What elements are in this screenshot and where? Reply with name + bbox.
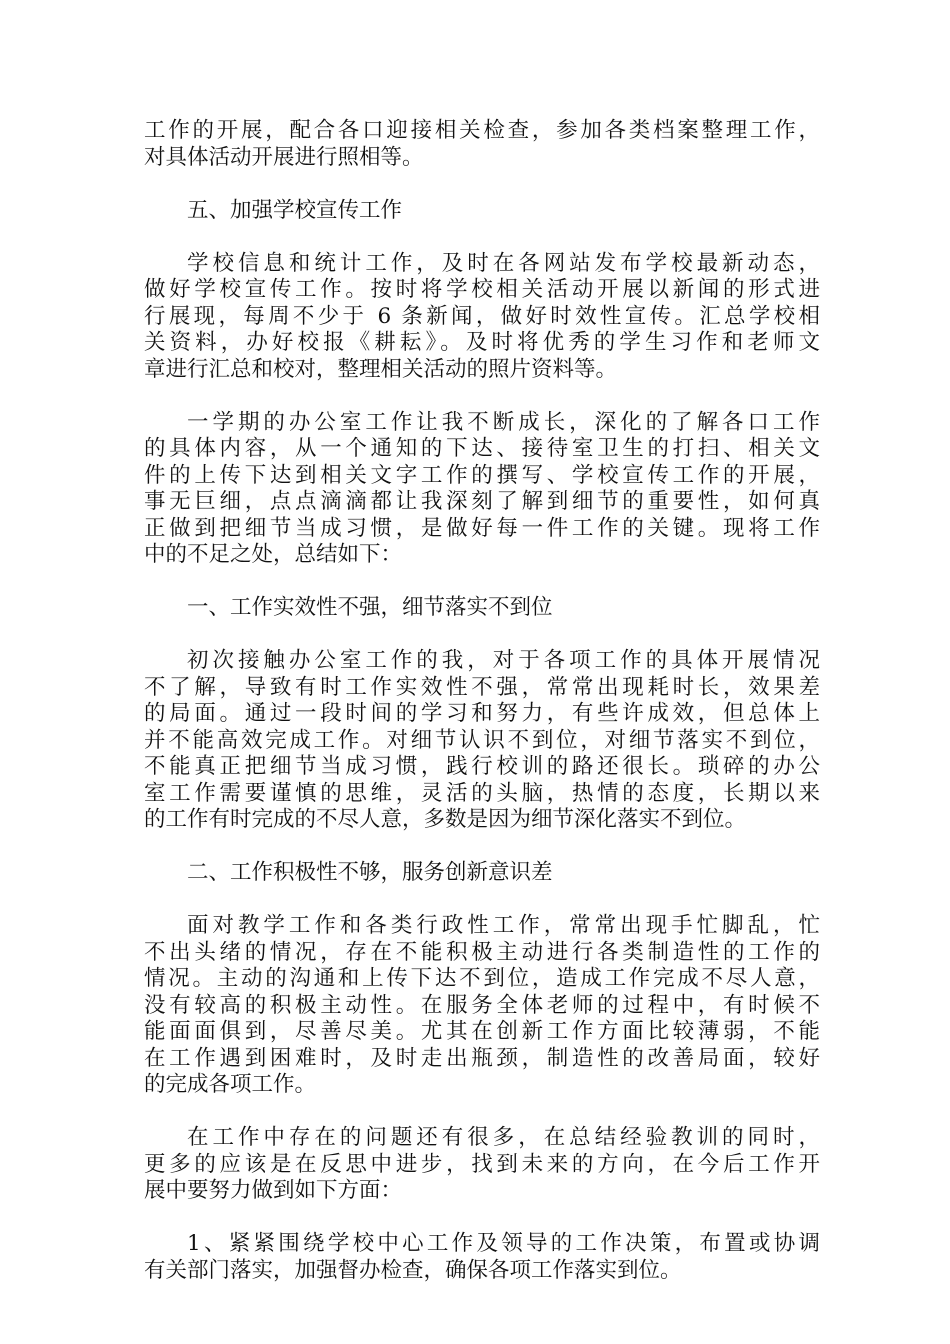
paragraph-line: 行展现，每周不少于 6 条新闻，做好时效性宣传。汇总学校相 — [144, 303, 820, 329]
section-heading — [144, 198, 820, 225]
paragraph-line: 学校信息和统计工作，及时在各网站发布学校最新动态， — [187, 250, 820, 276]
paragraph-line: 的完成各项工作。 — [144, 1072, 317, 1097]
paragraph-line: 室工作需要谨慎的思维，灵活的头脑，热情的态度，长期以来 — [144, 780, 820, 806]
paragraph — [144, 1231, 820, 1284]
paragraph-line: 事无巨细，点点滴滴都让我深刻了解到细节的重要性，如何真 — [144, 489, 820, 514]
paragraph-line: 在工作遇到困难时，及时走出瓶颈，制造性的改善局面，较好 — [144, 1045, 820, 1071]
paragraph-line: 有关部门落实，加强督办检查，确保各项工作落实到位。 — [144, 1257, 682, 1283]
paragraph — [144, 648, 820, 834]
paragraph — [144, 1125, 820, 1205]
document-body — [144, 118, 820, 1311]
paragraph-line: 初次接触办公室工作的我，对于各项工作的具体开展情况 — [187, 648, 820, 673]
paragraph-line: 的具体内容，从一个通知的下达、接待室卫生的打扫、相关文 — [144, 436, 820, 461]
paragraph-line: 关资料，办好校报《耕耘》。及时将优秀的学生习作和老师文 — [144, 330, 820, 355]
paragraph-line: 的局面。通过一段时间的学习和努力，有些许成效，但总体上 — [144, 701, 820, 726]
paragraph-line: 1、紧紧围绕学校中心工作及领导的工作决策，布置或协调 — [187, 1231, 820, 1256]
paragraph — [144, 410, 820, 569]
section-heading — [144, 860, 820, 887]
paragraph — [144, 118, 820, 171]
paragraph-line: 面对教学工作和各类行政性工作，常常出现手忙脚乱，忙 — [187, 913, 820, 938]
paragraph-line: 中的不足之处，总结如下： — [144, 542, 403, 567]
paragraph-line: 工作的开展，配合各口迎接相关检查，参加各类档案整理工作， — [144, 118, 820, 143]
paragraph-line: 正做到把细节当成习惯，是做好每一件工作的关键。现将工作 — [144, 515, 820, 541]
paragraph-line: 并不能高效完成工作。对细节认识不到位，对细节落实不到位， — [144, 727, 820, 753]
paragraph-line: 能面面俱到，尽善尽美。尤其在创新工作方面比较薄弱，不能 — [144, 1019, 820, 1044]
paragraph — [144, 913, 820, 1099]
paragraph-line: 的工作有时完成的不尽人意，多数是因为细节深化落实不到位。 — [144, 807, 747, 832]
paragraph-line: 件的上传下达到相关文字工作的撰写、学校宣传工作的开展， — [144, 462, 820, 488]
paragraph-line: 在工作中存在的问题还有很多，在总结经验教训的同时， — [187, 1125, 820, 1150]
heading-text: 二、工作积极性不够，服务创新意识差 — [187, 860, 553, 885]
section-heading — [144, 595, 820, 622]
paragraph-line: 情况。主动的沟通和上传下达不到位，造成工作完成不尽人意， — [144, 966, 820, 991]
paragraph-line: 不出头绪的情况，存在不能积极主动进行各类制造性的工作的 — [144, 939, 820, 965]
paragraph-line: 一学期的办公室工作让我不断成长，深化的了解各口工作 — [187, 409, 820, 435]
paragraph-line: 展中要努力做到如下方面： — [144, 1178, 403, 1203]
heading-text: 五、加强学校宣传工作 — [187, 197, 403, 223]
heading-text: 一、工作实效性不强，细节落实不到位 — [187, 595, 553, 620]
paragraph — [144, 251, 820, 384]
paragraph-line: 章进行汇总和校对，整理相关活动的照片资料等。 — [144, 356, 618, 382]
paragraph-line: 更多的应该是在反思中进步，找到未来的方向，在今后工作开 — [144, 1151, 820, 1177]
paragraph-line: 不能真正把细节当成习惯，践行校训的路还很长。琐碎的办公 — [144, 754, 820, 779]
paragraph-line: 做好学校宣传工作。按时将学校相关活动开展以新闻的形式进 — [144, 277, 820, 302]
paragraph-line: 不了解，导致有时工作实效性不强，常常出现耗时长，效果差 — [144, 674, 820, 700]
paragraph-line: 对具体活动开展进行照相等。 — [144, 144, 424, 170]
paragraph-line: 没有较高的积极主动性。在服务全体老师的过程中，有时候不 — [144, 992, 820, 1018]
